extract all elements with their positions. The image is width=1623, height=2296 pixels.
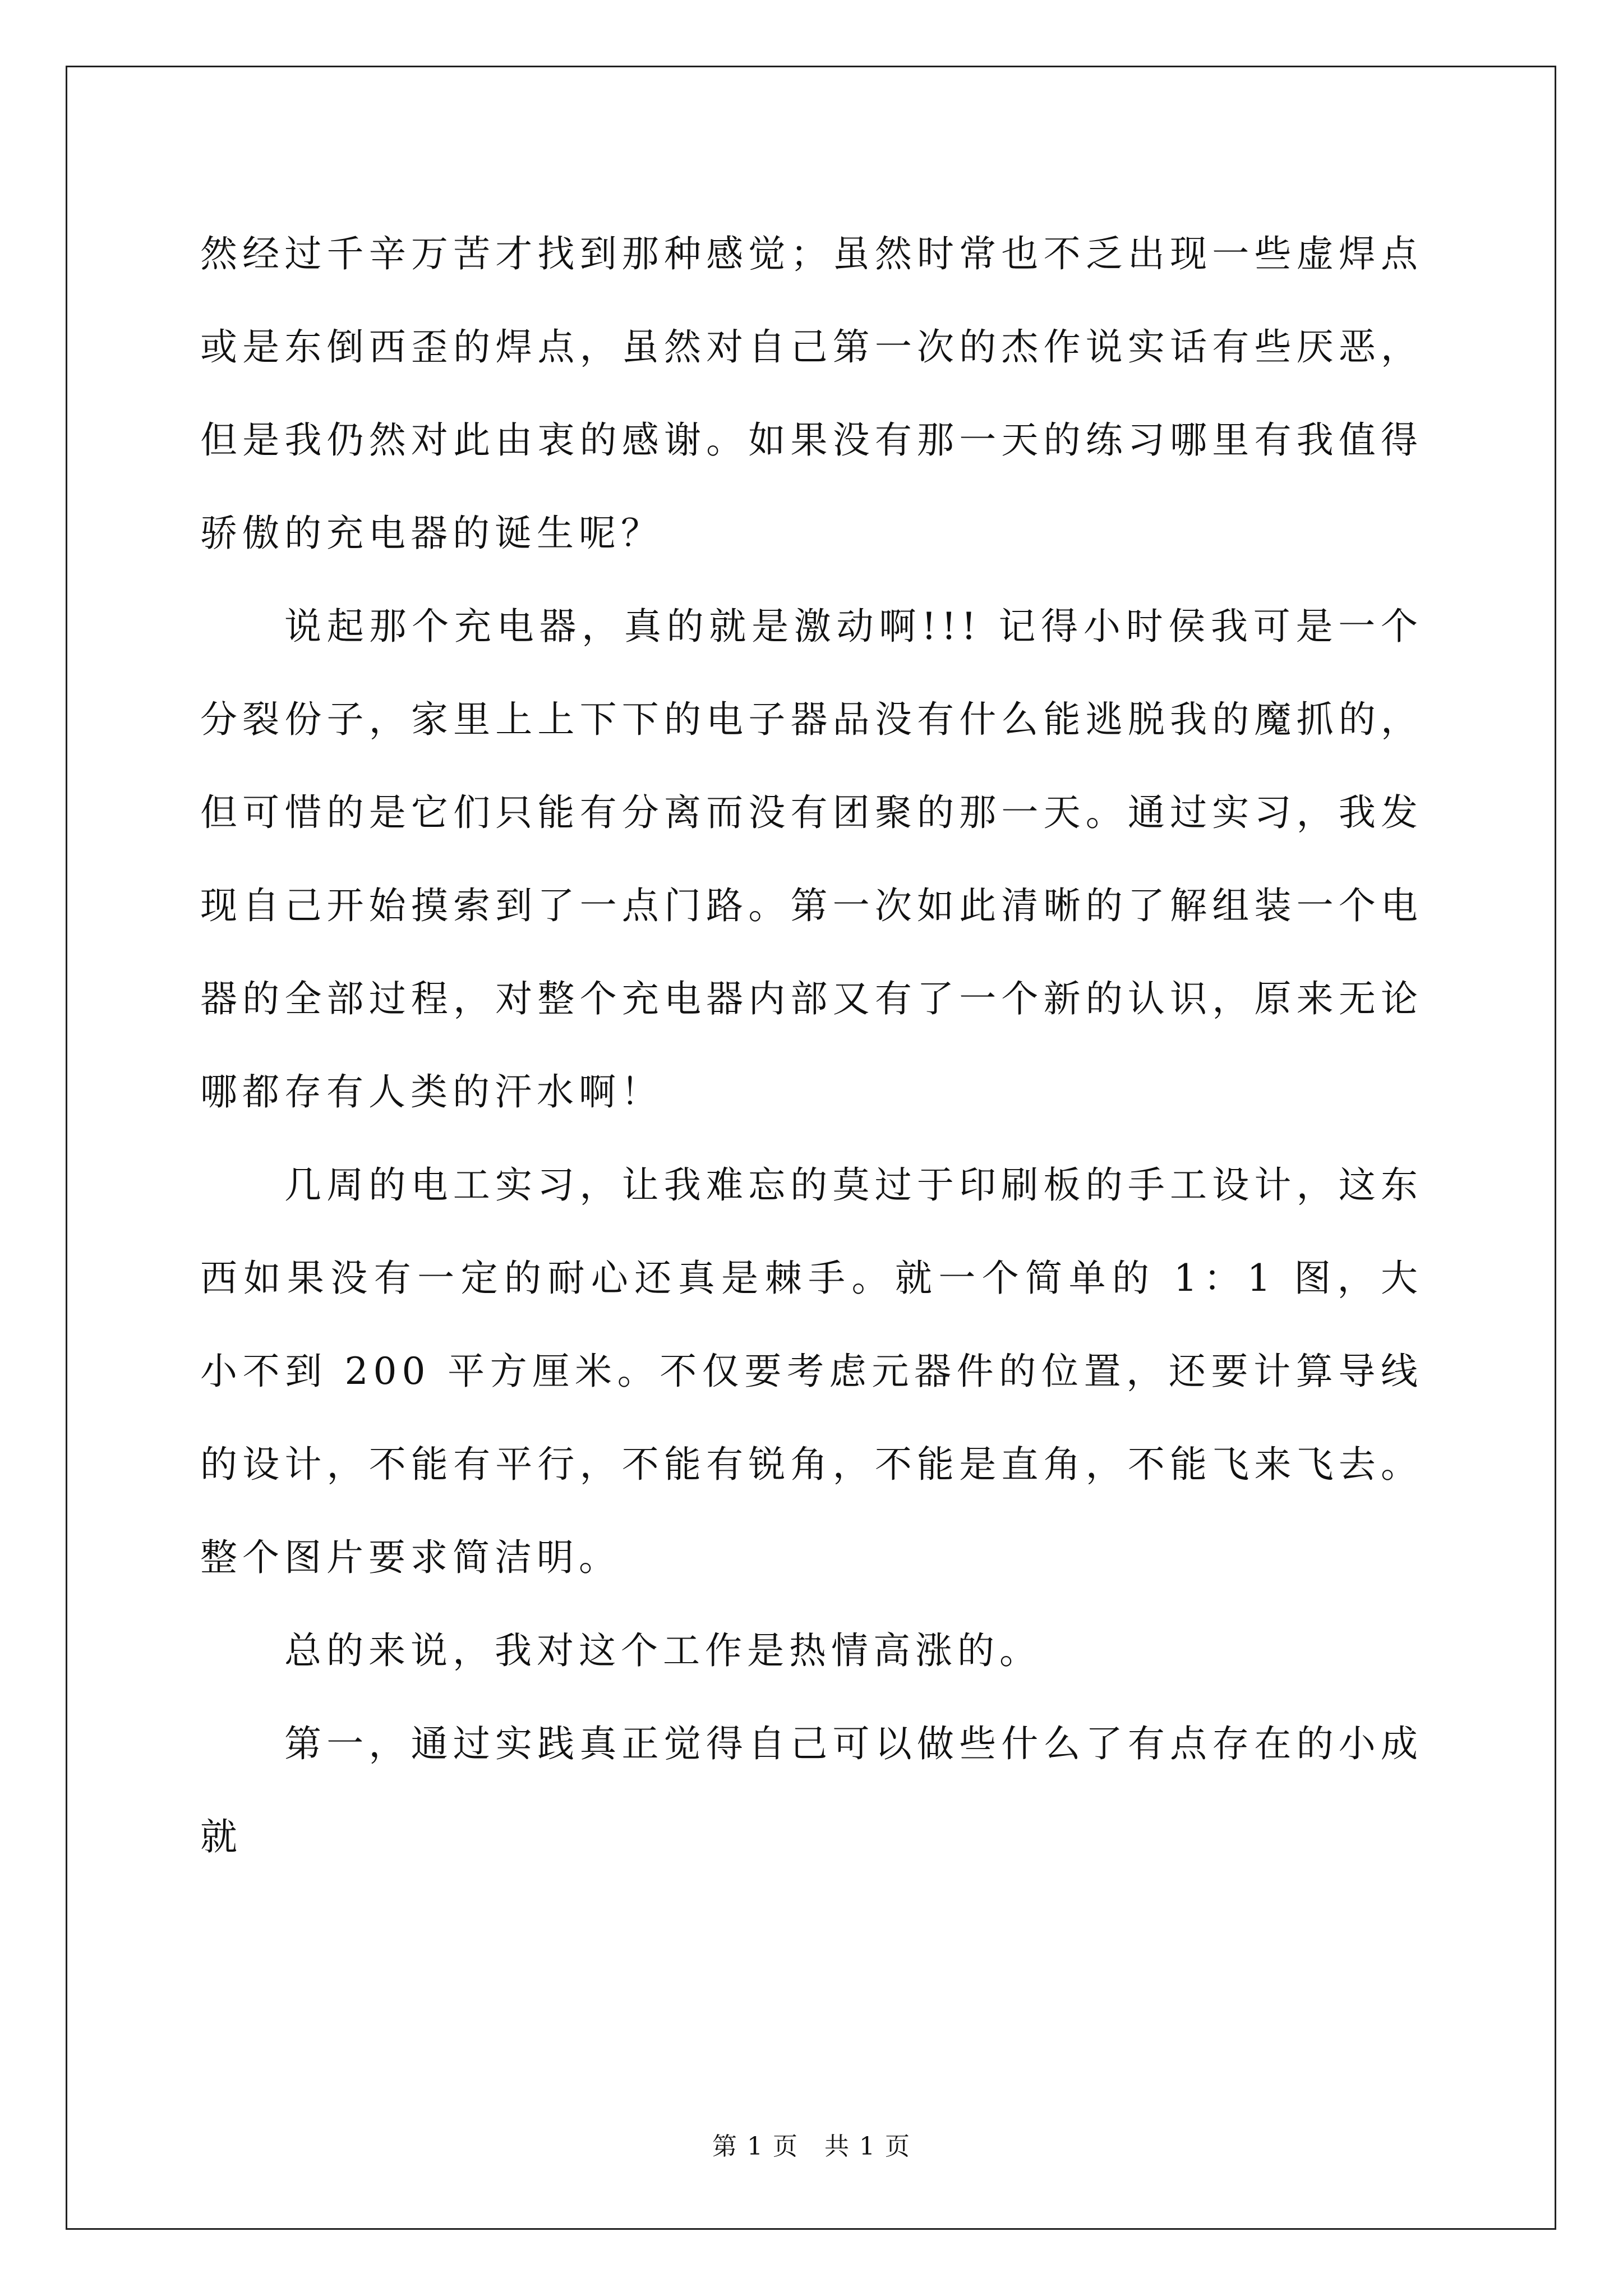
paragraph-3: 几周的电工实习，让我难忘的莫过于印刷板的手工设计，这东西如果没有一定的耐心还真是棘手。就一个简单的 1：1 图，大小不到 200 平方厘米。不仅要考虑元器件的位置，还要计算导线的设计，不能有平行，不能有锐角，不能是直角，不能飞来飞去。整个图片要求简洁明。 bbox=[200, 1163, 1423, 1579]
paragraph-5: 第一，通过实践真正觉得自己可以做些什么了有点存在的小成就 bbox=[200, 1722, 1423, 1858]
page-number-footer: 第 1 页 共 1 页 bbox=[712, 2132, 911, 2161]
paragraph-4: 总的来说，我对这个工作是热情高涨的。 bbox=[284, 1629, 1041, 1672]
paragraph-1: 然经过千辛万苦才找到那种感觉；虽然时常也不乏出现一些虚焊点或是东倒西歪的焊点，虽然对自己第一次的杰作说实话有些厌恶，但是我仍然对此由衷的感谢。如果没有那一天的练习哪里有我值得骄傲的充电器的诞生呢？ bbox=[200, 232, 1423, 555]
paragraph-2: 说起那个充电器，真的就是激动啊!!! 记得小时侯我可是一个分裂份子，家里上上下下的电子器品没有什么能逃脱我的魔抓的，但可惜的是它们只能有分离而没有团聚的那一天。通过实习，我发现自己开始摸索到了一点门路。第一次如此清晰的了解组装一个电器的全部过程，对整个充电器内部又有了一个新的认识，原来无论哪都存有人类的汗水啊！ bbox=[200, 605, 1423, 1114]
document-body bbox=[200, 208, 1423, 1884]
